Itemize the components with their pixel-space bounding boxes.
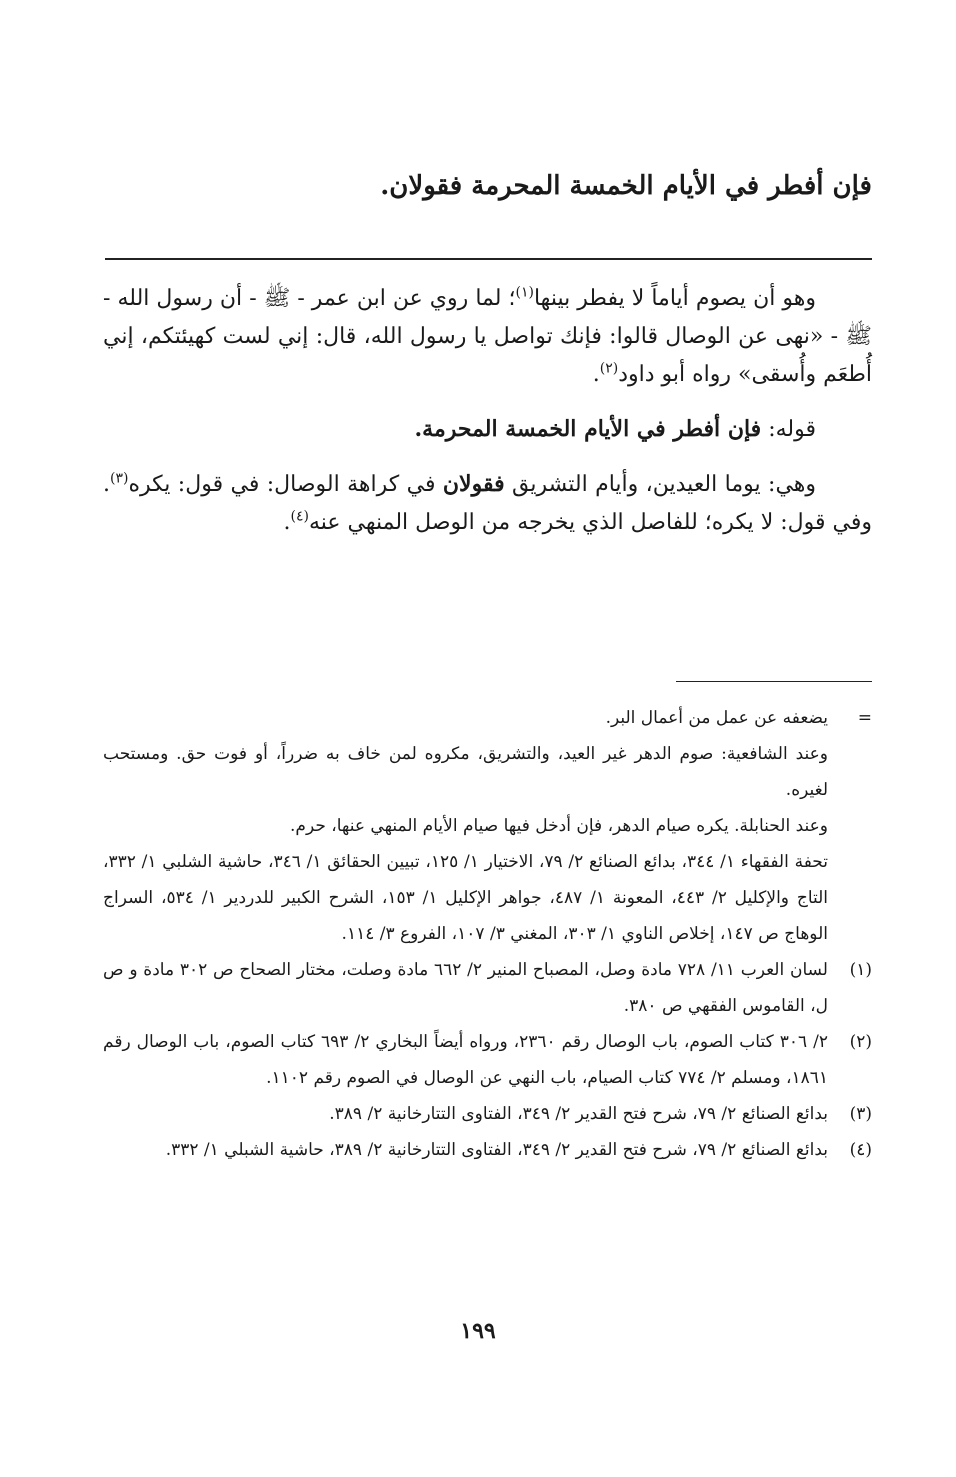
footnote-body	[103, 1024, 828, 1096]
footnote-2	[103, 1024, 872, 1096]
footnote-1	[103, 952, 872, 1024]
footnote-ref-2: (٢)	[599, 360, 619, 377]
footnote-text: بدائع الصنائع ٢/ ٧٩، شرح فتح القدير ٢/ ٣٤٩، الفتاوى التتارخانية ٢/ ٣٨٩.	[329, 1104, 828, 1124]
commentary-text: قوله:	[761, 417, 816, 442]
commentary-paragraph-2	[103, 410, 872, 449]
commentary-paragraph-3	[103, 465, 872, 542]
footnote-separator-rule	[676, 681, 872, 682]
quoted-matn: فإن أفطر في الأيام الخمسة المحرمة.	[414, 416, 762, 442]
page-number: ١٩٩	[460, 1318, 496, 1344]
footnote-3	[103, 1096, 872, 1132]
footnote-line: وعند الحنابلة. يكره صيام الدهر، فإن أدخل فيها صيام الأيام المنهي عنها، حرم.	[290, 816, 828, 836]
commentary-text: .	[283, 510, 291, 535]
matn-text: فإن أفطر في الأيام الخمسة المحرمة فقولان.	[380, 171, 872, 201]
footnote-text: بدائع الصنائع ٢/ ٧٩، شرح فتح القدير ٢/ ٣٤٩، الفتاوى التتارخانية ٢/ ٣٨٩، حاشية الشبلي ١/ ٣٣٢.	[165, 1140, 828, 1160]
footnote-body	[103, 700, 828, 952]
quoted-matn-word: فقولان	[442, 471, 505, 497]
commentary-text: ؛ لما روي عن ابن عمر - ﷺ - أن رسول الله - ﷺ - «نهى عن الوصال قالوا: فإنك تواصل يا رسول الله، قال: إني لست كهيئتكم، إني أُطعَم وأُسقى» رواه أبو داود	[103, 286, 872, 387]
footnote-body	[103, 1132, 828, 1168]
footnote-body	[103, 952, 828, 1024]
continuation-mark: =	[857, 708, 872, 728]
footnote-ref-4: (٤)	[290, 508, 309, 525]
matn-separator-rule	[105, 258, 872, 260]
footnote-body	[103, 1096, 828, 1132]
commentary-text: في كراهة الوصال: في قول: يكره	[128, 472, 443, 497]
commentary-text: وهي: يوما العيدين، وأيام التشريق	[504, 472, 816, 497]
footnote-number: (٤)	[849, 1140, 872, 1160]
footnote-ref-1: (١)	[515, 284, 534, 301]
footnote-number: (٢)	[849, 1032, 872, 1052]
commentary-text: وهو أن يصوم أياماً لا يفطر بينها	[533, 286, 816, 311]
commentary-paragraph-1	[103, 280, 872, 394]
commentary-text: . وفي قول: لا يكره؛ للفاصل الذي يخرجه من الوصل المنهي عنه	[103, 472, 872, 535]
footnote-text: ٢/ ٣٠٦ كتاب الصوم، باب الوصال رقم ٢٣٦٠، ورواه أيضاً البخاري ٢/ ٦٩٣ كتاب الصوم، باب الوصال رقم ١٨٦١، ومسلم ٢/ ٧٧٤ كتاب الصيام، باب النهي عن الوصال في الصوم رقم ١١٠٢.	[103, 1032, 828, 1088]
footnote-line: تحفة الفقهاء ١/ ٣٤٤، بدائع الصنائع ٢/ ٧٩، الاختيار ١/ ١٢٥، تبيين الحقائق ١/ ٣٤٦، حاشية الشلبي ١/ ٣٣٢، التاج والإكليل ٢/ ٤٤٣، المعونة ١/ ٤٨٧، جواهر الإكليل ١/ ١٥٣، الشرح الكبير للدردير ١/ ٥٣٤، السراج الوهاج ص ١٤٧، إخلاص الناوي ١/ ٣٠٣، المغني ٣/ ١٠٧، الفروع ٣/ ١١٤.	[103, 852, 829, 944]
footnotes-block	[103, 700, 872, 1168]
footnote-text: لسان العرب ١١/ ٧٢٨ مادة وصل، المصباح المنير ٢/ ٦٦٢ مادة وصلت، مختار الصحاح ص ٣٠٢ مادة و ص ل، القاموس الفقهي ص ٣٨٠.	[103, 960, 828, 1016]
footnote-continuation	[103, 700, 872, 952]
footnote-4	[103, 1132, 872, 1168]
footnote-ref-3: (٣)	[110, 470, 129, 487]
footnote-number: (٣)	[849, 1104, 872, 1124]
commentary-text: .	[592, 362, 600, 387]
footnote-number: (١)	[849, 960, 872, 980]
footnote-line: يضعفه عن عمل من أعمال البر.	[605, 708, 828, 728]
footnote-line: وعند الشافعية: صوم الدهر غير العيد، والتشريق، مكروه لمن خاف به ضرراً، أو فوت حق. ومستحب لغيره.	[103, 744, 828, 800]
commentary-block	[103, 280, 872, 558]
